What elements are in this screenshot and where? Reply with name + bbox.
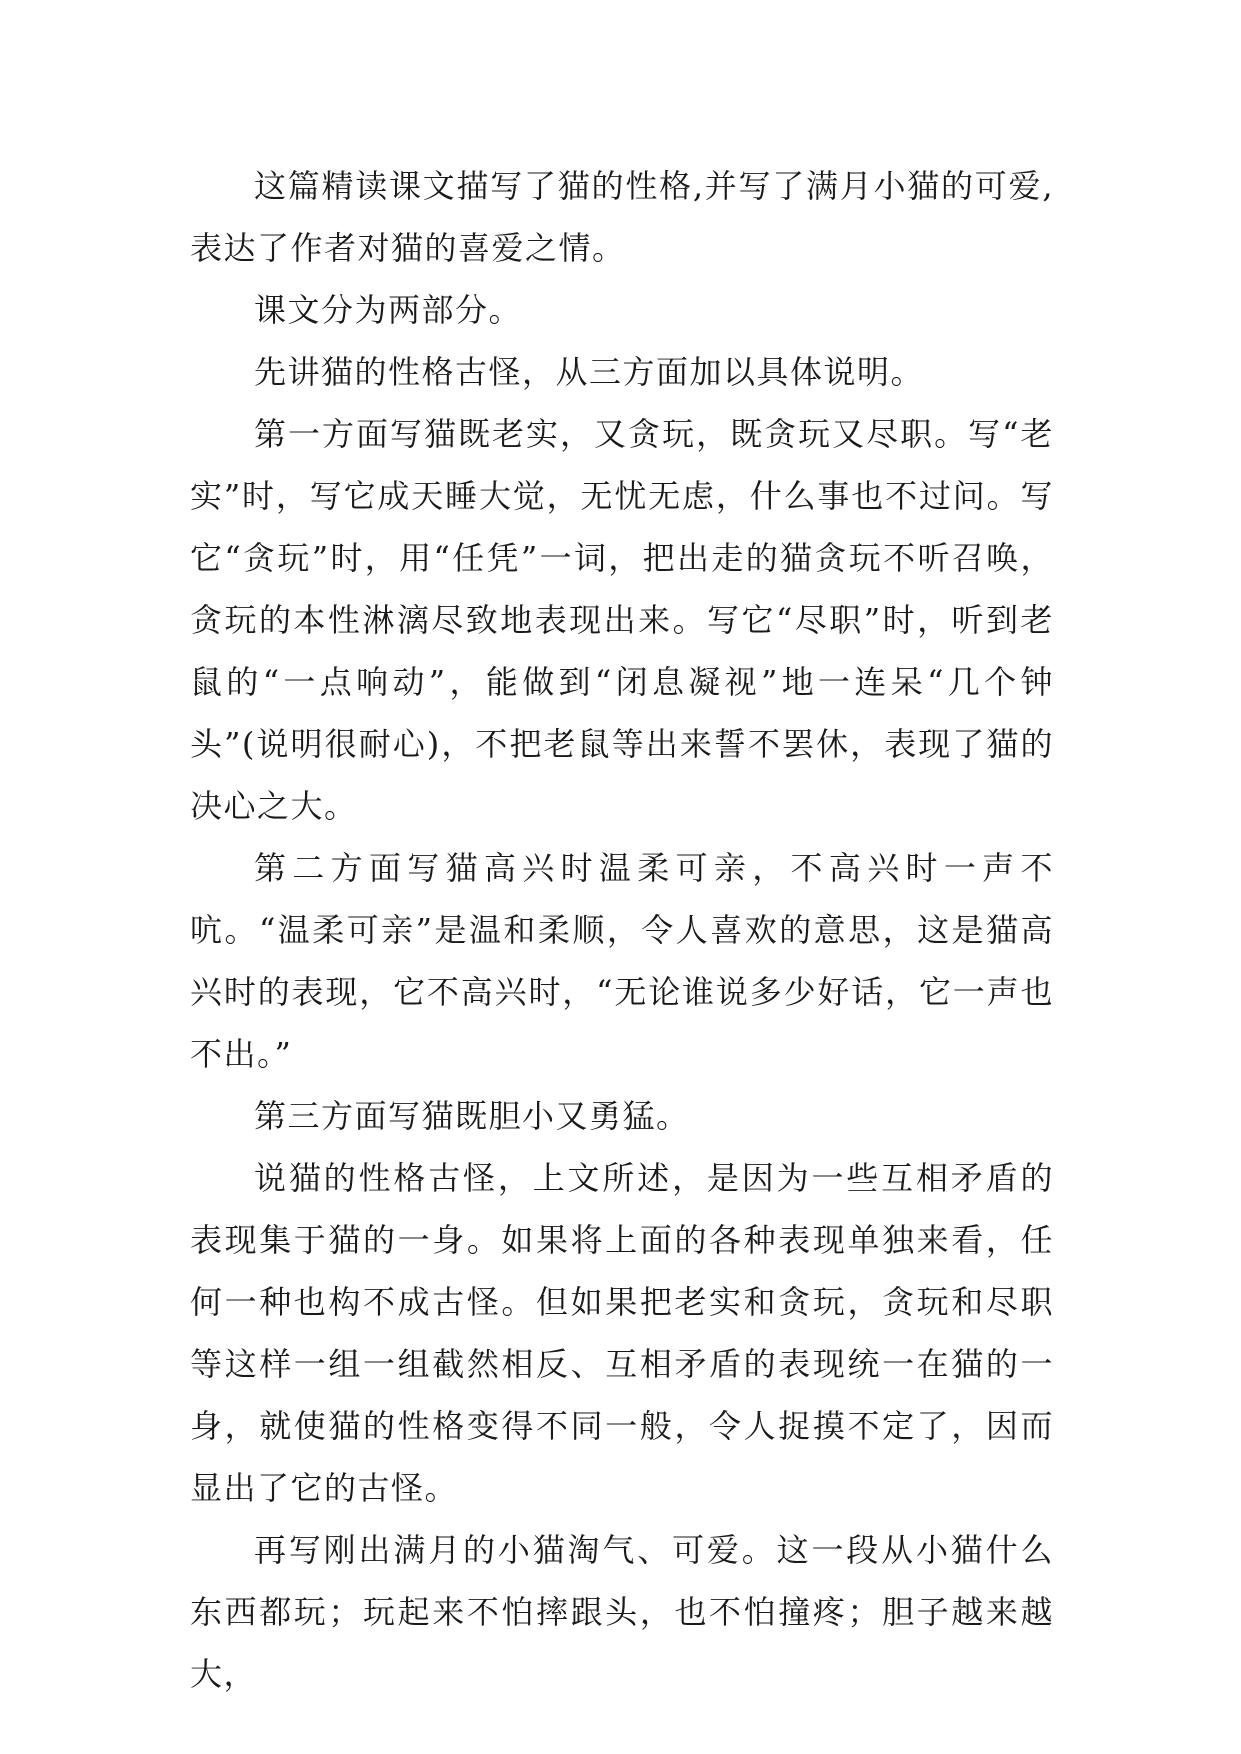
paragraph: 说猫的性格古怪，上文所述，是因为一些互相矛盾的表现集于猫的一身。如果将上面的各种表现单独来看，任何一种也构不成古怪。但如果把老实和贪玩，贪玩和尽职等这样一组一组截然相反、互相矛盾的表现统一在猫的一身，就使猫的性格变得不同一般，令人捉摸不定了，因而显出了它的古怪。: [190, 1159, 1054, 1507]
paragraph: 课文分为两部分。: [254, 291, 523, 329]
paragraph: 第一方面写猫既老实，又贪玩，既贪玩又尽职。写“老实”时，写它成天睡大觉，无忧无虑，什么事也不过问。写它“贪玩”时，用“任凭”一词，把出走的猫贪玩不听召唤，贪玩的本性淋漓尽致地表现出来。写它“尽职”时，听到老鼠的“一点响动”，能做到“闭息凝视”地一连呆“几个钟头”(说明很耐心)，不把老鼠等出来誓不罢休，表现了猫的决心之大。: [190, 415, 1054, 825]
paragraph: 这篇精读课文描写了猫的性格,并写了满月小猫的可爱,表达了作者对猫的喜爱之情。: [190, 167, 1054, 267]
paragraph: 先讲猫的性格古怪，从三方面加以具体说明。: [254, 353, 925, 391]
paragraph: 第二方面写猫高兴时温柔可亲，不高兴时一声不吭。“温柔可亲”是温和柔顺，令人喜欢的意思，这是猫高兴时的表现，它不高兴时，“无论谁说多少好话，它一声也不出。”: [190, 849, 1054, 1073]
document-body: [190, 155, 1054, 1705]
paragraph: 第三方面写猫既胆小又勇猛。: [254, 1097, 690, 1135]
paragraph: 再写刚出满月的小猫淘气、可爱。这一段从小猫什么东西都玩；玩起来不怕摔跟头，也不怕撞疼；胆子越来越大，: [190, 1531, 1054, 1693]
